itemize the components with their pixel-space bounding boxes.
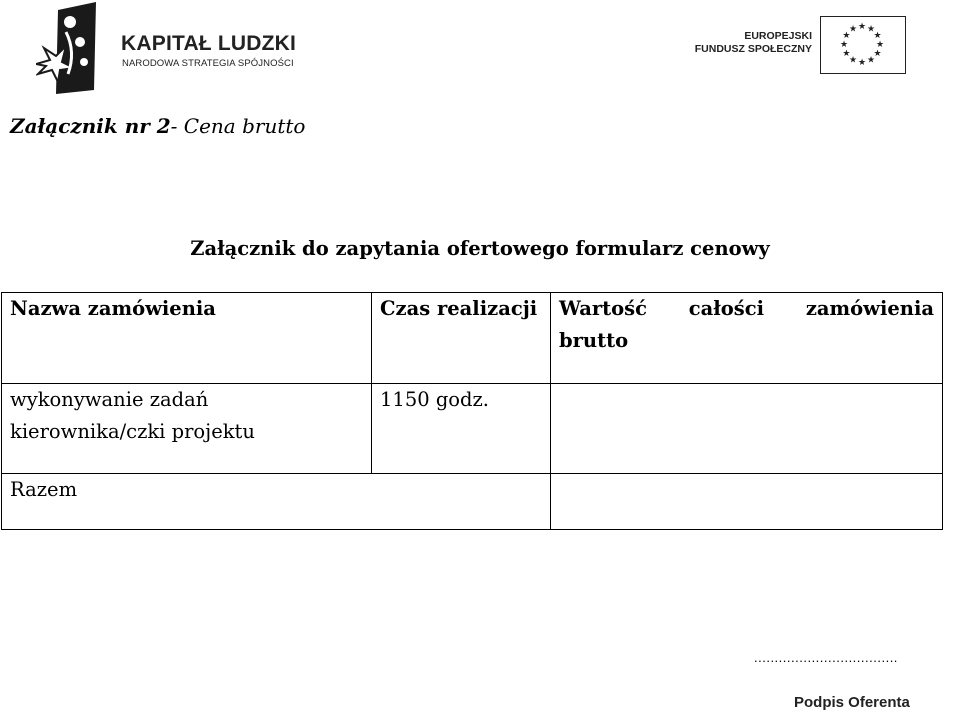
table-header-row (2, 293, 943, 384)
order-name-cell: wykonywanie zadań kierownika/czki projektu (2, 384, 372, 474)
signature-label: Podpis Oferenta (794, 694, 910, 711)
completion-time-cell: 1150 godz. (372, 384, 551, 474)
table-row (2, 384, 943, 474)
annex-title (10, 114, 305, 138)
annex-title-prefix: Załącznik nr 2 (10, 114, 171, 138)
gross-value-cell[interactable] (551, 384, 943, 474)
kapital-ludzki-logo (36, 2, 336, 94)
header-order-name: Nazwa zamówienia (2, 293, 372, 384)
eu-star-icon: ★ (866, 55, 876, 66)
signature-line: ................................... (754, 650, 898, 665)
eu-star-icon: ★ (866, 24, 876, 35)
eu-star-icon: ★ (842, 49, 851, 59)
eu-star-icon: ★ (848, 55, 858, 66)
eu-star-icon: ★ (875, 40, 885, 50)
total-value-cell[interactable] (551, 474, 943, 530)
kapital-ludzki-emblem-icon (36, 2, 102, 94)
eu-stars-icon (821, 17, 904, 72)
annex-title-suffix: - Cena brutto (170, 114, 306, 138)
eu-star-icon: ★ (839, 40, 849, 50)
price-table (1, 292, 943, 530)
eu-flag-icon (820, 16, 906, 74)
header-gross-value: Wartość całości zamówienia brutto (551, 293, 943, 384)
form-title: Załącznik do zapytania ofertowego formularz cenowy (190, 237, 770, 260)
eu-star-icon: ★ (857, 58, 867, 68)
eu-fund-logo (694, 16, 908, 76)
header-completion-time: Czas realizacji (372, 293, 551, 384)
eu-star-icon: ★ (842, 31, 851, 41)
total-row (2, 474, 943, 530)
eu-fund-text (695, 30, 812, 56)
kapital-ludzki-title: KAPITAŁ LUDZKI (121, 32, 297, 55)
total-label-cell: Razem (2, 474, 551, 530)
eu-star-icon: ★ (857, 22, 867, 32)
kapital-ludzki-subtitle: NARODOWA STRATEGIA SPÓJNOŚCI (122, 58, 294, 69)
eu-star-icon: ★ (873, 49, 882, 59)
eu-fund-line1: EUROPEJSKI (744, 30, 812, 42)
eu-fund-line2: FUNDUSZ SPOŁECZNY (694, 43, 812, 55)
eu-star-icon: ★ (873, 31, 882, 41)
eu-star-icon: ★ (848, 24, 858, 35)
